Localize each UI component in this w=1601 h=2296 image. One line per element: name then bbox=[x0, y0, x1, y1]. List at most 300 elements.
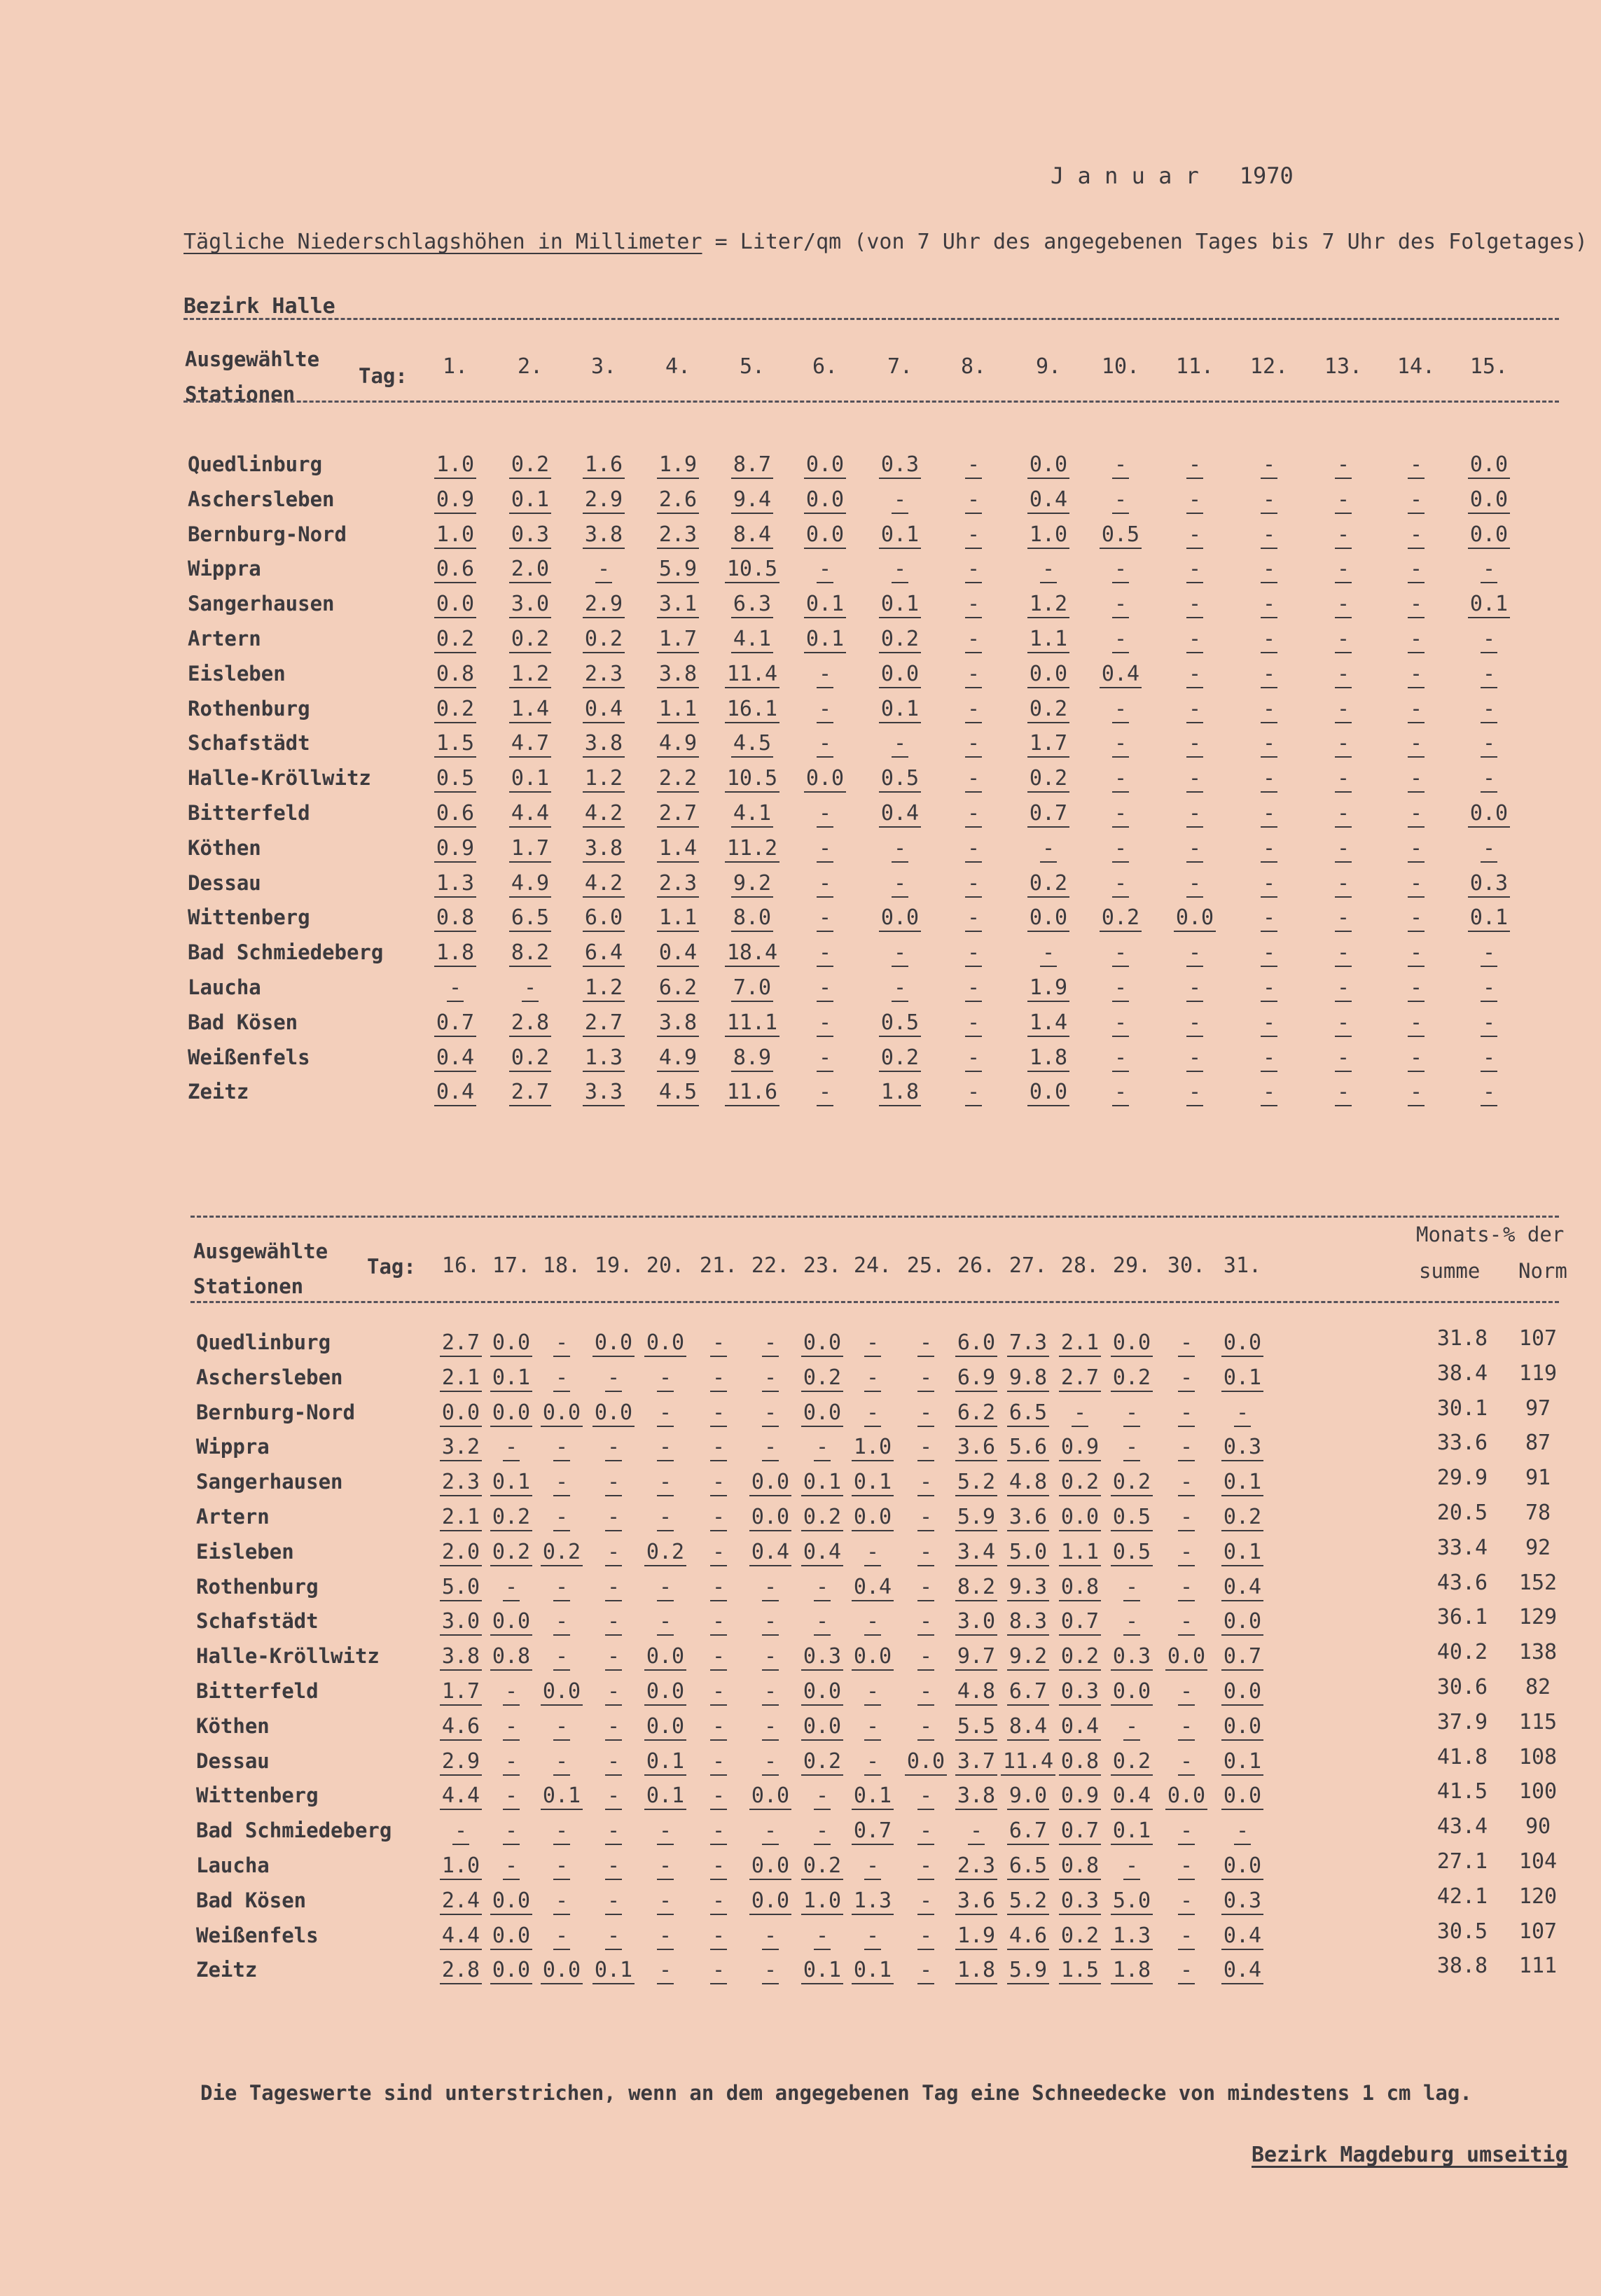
day-header: 6. bbox=[812, 354, 838, 379]
monthly-sum: 20.5 bbox=[1436, 1501, 1488, 1525]
cell-value: - bbox=[1112, 975, 1129, 1002]
cell-value: 6.2 bbox=[657, 975, 699, 1002]
cell-value: - bbox=[605, 1679, 622, 1706]
table-cell bbox=[570, 1010, 637, 1035]
cell-value: 0.9 bbox=[434, 487, 476, 514]
cell-value: - bbox=[605, 1749, 622, 1776]
cell-value: 0.0 bbox=[1059, 1505, 1101, 1531]
cell-value: - bbox=[553, 1888, 570, 1915]
table-cell bbox=[1235, 627, 1303, 651]
cell-value: - bbox=[710, 1470, 727, 1496]
cell-value: - bbox=[817, 662, 833, 688]
cell-value: 0.0 bbox=[852, 1644, 894, 1671]
cell-value: 8.7 bbox=[731, 452, 773, 479]
cell-value: 9.2 bbox=[1007, 1644, 1049, 1671]
cell-value: - bbox=[1112, 871, 1129, 898]
cell-value: - bbox=[1186, 522, 1203, 549]
table-cell bbox=[940, 766, 1007, 791]
table-cell bbox=[1015, 592, 1082, 616]
cell-value: 6.5 bbox=[509, 905, 551, 932]
cell-value: - bbox=[1335, 1080, 1352, 1106]
cell-value: - bbox=[1481, 731, 1497, 758]
table-cell bbox=[1015, 662, 1082, 686]
cell-value: - bbox=[817, 905, 833, 932]
cell-value: - bbox=[710, 1923, 727, 1950]
divider bbox=[183, 401, 1559, 403]
cell-value: 0.0 bbox=[644, 1714, 686, 1741]
cell-value: - bbox=[710, 1540, 727, 1566]
cell-value: 11.6 bbox=[725, 1080, 779, 1106]
table-cell bbox=[1455, 871, 1523, 896]
table-cell bbox=[1310, 940, 1377, 965]
percent-of-norm: 107 bbox=[1518, 1326, 1558, 1351]
cell-value: - bbox=[1186, 697, 1203, 723]
cell-value: 0.2 bbox=[879, 627, 921, 653]
cell-value: 0.0 bbox=[592, 1400, 635, 1427]
cell-value: - bbox=[1261, 766, 1277, 793]
cell-value: - bbox=[817, 975, 833, 1002]
cell-value: 0.0 bbox=[490, 1400, 532, 1427]
cell-value: - bbox=[1178, 1679, 1195, 1706]
cell-value: 0.1 bbox=[852, 1470, 894, 1496]
percent-of-norm: 90 bbox=[1525, 1814, 1551, 1839]
cell-value: 0.0 bbox=[1468, 801, 1510, 828]
cell-value: - bbox=[965, 766, 982, 793]
cell-value: - bbox=[1408, 452, 1425, 479]
cell-value: - bbox=[657, 1365, 674, 1392]
station-name: Bernburg-Nord bbox=[196, 1400, 355, 1424]
cell-value: - bbox=[1234, 1400, 1251, 1427]
cell-value: 4.9 bbox=[657, 1045, 699, 1072]
day-label: Tag: bbox=[367, 1255, 416, 1279]
cell-value: 1.3 bbox=[852, 1888, 894, 1915]
table-cell bbox=[866, 452, 934, 477]
day-header: 4. bbox=[665, 354, 691, 379]
cell-value: - bbox=[1112, 731, 1129, 758]
district-label: Bezirk Halle bbox=[183, 294, 335, 319]
table-cell bbox=[422, 592, 489, 616]
table-cell bbox=[422, 557, 489, 581]
cell-value: 0.0 bbox=[852, 1505, 894, 1531]
cell-value: 0.2 bbox=[434, 627, 476, 653]
table-cell bbox=[1161, 592, 1228, 616]
table-cell bbox=[791, 871, 859, 896]
cell-value: 0.0 bbox=[1221, 1783, 1263, 1810]
cell-value: 2.4 bbox=[440, 1888, 482, 1915]
table-cell bbox=[570, 871, 637, 896]
cell-value: 1.4 bbox=[657, 836, 699, 863]
cell-value: 3.2 bbox=[440, 1435, 482, 1461]
table-cell bbox=[940, 940, 1007, 965]
cell-value: - bbox=[762, 1958, 779, 1984]
cell-value: - bbox=[762, 1679, 779, 1706]
cell-value: - bbox=[1123, 1714, 1140, 1741]
table-cell bbox=[497, 592, 564, 616]
cell-value: - bbox=[1112, 836, 1129, 863]
cell-value: 0.0 bbox=[1221, 1609, 1263, 1636]
table-cell bbox=[940, 522, 1007, 547]
cell-value: - bbox=[710, 1818, 727, 1845]
cell-value: 5.9 bbox=[955, 1505, 997, 1531]
cell-value: - bbox=[1261, 627, 1277, 653]
monthly-sum: 33.4 bbox=[1436, 1535, 1488, 1560]
cell-value: - bbox=[762, 1575, 779, 1601]
cell-value: 0.4 bbox=[852, 1575, 894, 1601]
cell-value: - bbox=[1408, 627, 1425, 653]
table-cell bbox=[1235, 905, 1303, 930]
cell-value: - bbox=[1408, 801, 1425, 828]
table-cell bbox=[570, 452, 637, 477]
cell-value: - bbox=[1112, 1080, 1129, 1106]
table-cell bbox=[570, 940, 637, 965]
table-cell bbox=[1161, 1010, 1228, 1035]
station-name: Bitterfeld bbox=[188, 801, 310, 825]
cell-value: 3.0 bbox=[440, 1609, 482, 1636]
cell-value: - bbox=[1261, 871, 1277, 898]
cell-value: - bbox=[864, 1923, 881, 1950]
cell-value: 0.6 bbox=[434, 801, 476, 828]
cell-value: - bbox=[553, 1609, 570, 1636]
cell-value: 8.4 bbox=[731, 522, 773, 549]
cell-value: 3.6 bbox=[1007, 1505, 1049, 1531]
table-cell bbox=[1015, 801, 1082, 826]
cell-value: 4.8 bbox=[955, 1679, 997, 1706]
station-name: Sangerhausen bbox=[196, 1470, 343, 1494]
table-cell bbox=[866, 975, 934, 1000]
cell-value: 0.0 bbox=[749, 1505, 791, 1531]
cell-value: 3.8 bbox=[955, 1783, 997, 1810]
table-cell bbox=[1209, 1505, 1276, 1529]
cell-value: - bbox=[657, 1923, 674, 1950]
cell-value: 0.3 bbox=[879, 452, 921, 479]
table-cell bbox=[1209, 1853, 1276, 1878]
divider bbox=[190, 1301, 1559, 1303]
cell-value: - bbox=[710, 1888, 727, 1915]
table-cell bbox=[1455, 662, 1523, 686]
cell-value: - bbox=[553, 1505, 570, 1531]
table-cell bbox=[570, 662, 637, 686]
cell-value: - bbox=[1112, 452, 1129, 479]
cell-value: 0.1 bbox=[852, 1958, 894, 1984]
cell-value: 3.8 bbox=[583, 731, 625, 758]
cell-value: - bbox=[762, 1749, 779, 1776]
table-cell bbox=[1015, 627, 1082, 651]
table-cell bbox=[1209, 1714, 1276, 1739]
cell-value: 0.0 bbox=[749, 1888, 791, 1915]
cell-value: - bbox=[864, 1330, 881, 1357]
cell-value: 0.8 bbox=[490, 1644, 532, 1671]
table-cell bbox=[1235, 452, 1303, 477]
table-cell bbox=[422, 836, 489, 861]
table-cell bbox=[940, 801, 1007, 826]
table-cell bbox=[791, 766, 859, 791]
cell-value: - bbox=[965, 1045, 982, 1072]
cell-value: - bbox=[1335, 801, 1352, 828]
cell-value: 0.1 bbox=[879, 522, 921, 549]
cell-value: - bbox=[965, 557, 982, 583]
cell-value: - bbox=[1481, 697, 1497, 723]
cell-value: 0.1 bbox=[1221, 1470, 1263, 1496]
table-cell bbox=[1015, 452, 1082, 477]
cell-value: 4.5 bbox=[731, 731, 773, 758]
station-name: Rothenburg bbox=[188, 696, 310, 721]
table-cell bbox=[1382, 522, 1450, 547]
table-cell bbox=[1161, 697, 1228, 721]
cell-value: 0.5 bbox=[1111, 1540, 1153, 1566]
station-name: Schafstädt bbox=[196, 1609, 319, 1634]
cell-value: 0.0 bbox=[644, 1679, 686, 1706]
station-name: Bad Kösen bbox=[196, 1888, 307, 1912]
station-name: Schafstädt bbox=[188, 731, 310, 756]
cell-value: 1.4 bbox=[1027, 1010, 1069, 1037]
table-cell bbox=[1015, 975, 1082, 1000]
cell-value: - bbox=[1178, 1470, 1195, 1496]
percent-of-norm: 129 bbox=[1518, 1605, 1558, 1630]
cell-value: - bbox=[1112, 557, 1129, 583]
cell-value: 0.6 bbox=[434, 557, 476, 583]
cell-value: 1.3 bbox=[434, 871, 476, 898]
cell-value: 0.0 bbox=[801, 1679, 843, 1706]
cell-value: 1.9 bbox=[657, 452, 699, 479]
cell-value: - bbox=[1178, 1575, 1195, 1601]
cell-value: 2.7 bbox=[583, 1010, 625, 1037]
cell-value: - bbox=[864, 1609, 881, 1636]
station-name: Eisleben bbox=[188, 661, 286, 686]
table-cell bbox=[1161, 940, 1228, 965]
day-header: 11. bbox=[1175, 354, 1214, 379]
table-cell bbox=[1382, 940, 1450, 965]
table-cell bbox=[1161, 557, 1228, 581]
cell-value: 4.8 bbox=[1007, 1470, 1049, 1496]
stations-header-1: Ausgewählte bbox=[193, 1239, 328, 1263]
cell-value: - bbox=[1335, 731, 1352, 758]
table-cell bbox=[1015, 1045, 1082, 1070]
cell-value: - bbox=[917, 1923, 934, 1950]
table-cell bbox=[497, 697, 564, 721]
table-cell bbox=[644, 557, 712, 581]
cell-value: - bbox=[503, 1435, 520, 1461]
cell-value: - bbox=[917, 1853, 934, 1880]
cell-value: 0.3 bbox=[801, 1644, 843, 1671]
cell-value: - bbox=[817, 801, 833, 828]
table-cell bbox=[570, 731, 637, 756]
cell-value: 0.8 bbox=[1059, 1749, 1101, 1776]
table-cell bbox=[570, 836, 637, 861]
table-cell bbox=[791, 836, 859, 861]
table-cell bbox=[570, 627, 637, 651]
cell-value: - bbox=[892, 557, 908, 583]
cell-value: 1.7 bbox=[657, 627, 699, 653]
cell-value: 1.7 bbox=[1027, 731, 1069, 758]
cell-value: 0.0 bbox=[490, 1330, 532, 1357]
cell-value: 8.3 bbox=[1007, 1609, 1049, 1636]
cell-value: 0.7 bbox=[1059, 1818, 1101, 1845]
cell-value: - bbox=[657, 1609, 674, 1636]
cell-value: - bbox=[917, 1540, 934, 1566]
cell-value: 0.2 bbox=[1111, 1470, 1153, 1496]
cell-value: - bbox=[1186, 662, 1203, 688]
cell-value: - bbox=[522, 975, 539, 1002]
cell-value: 0.0 bbox=[440, 1400, 482, 1427]
table-cell bbox=[422, 905, 489, 930]
cell-value: - bbox=[657, 1505, 674, 1531]
cell-value: 0.0 bbox=[879, 662, 921, 688]
day-header: 9. bbox=[1035, 354, 1062, 379]
table-cell bbox=[422, 731, 489, 756]
cell-value: 0.0 bbox=[490, 1958, 532, 1984]
cell-value: - bbox=[965, 905, 982, 932]
cell-value: 5.0 bbox=[1111, 1888, 1153, 1915]
cell-value: - bbox=[1186, 940, 1203, 967]
station-name: Aschersleben bbox=[196, 1365, 343, 1389]
cell-value: - bbox=[605, 1888, 622, 1915]
percent-of-norm: 120 bbox=[1518, 1884, 1558, 1909]
cell-value: 0.1 bbox=[541, 1783, 583, 1810]
table-cell bbox=[1015, 871, 1082, 896]
cell-value: 2.3 bbox=[440, 1470, 482, 1496]
table-title bbox=[183, 230, 1588, 254]
cell-value: 0.2 bbox=[434, 697, 476, 723]
day-header: 31. bbox=[1223, 1253, 1262, 1278]
cell-value: 6.9 bbox=[955, 1365, 997, 1392]
table-cell bbox=[940, 697, 1007, 721]
cell-value: - bbox=[1178, 1400, 1195, 1427]
cell-value: - bbox=[605, 1923, 622, 1950]
table-cell bbox=[791, 940, 859, 965]
cell-value: - bbox=[710, 1853, 727, 1880]
cell-value: 1.4 bbox=[509, 697, 551, 723]
cell-value: - bbox=[605, 1853, 622, 1880]
cell-value: 0.8 bbox=[434, 905, 476, 932]
cell-value: 0.2 bbox=[583, 627, 625, 653]
table-cell bbox=[1209, 1400, 1276, 1425]
cell-value: - bbox=[817, 1080, 833, 1106]
station-name: Zeitz bbox=[188, 1080, 249, 1104]
cell-value: - bbox=[892, 836, 908, 863]
table-cell bbox=[1455, 940, 1523, 965]
cell-value: - bbox=[1123, 1609, 1140, 1636]
table-cell bbox=[940, 871, 1007, 896]
table-cell bbox=[1382, 662, 1450, 686]
cell-value: 0.1 bbox=[509, 487, 551, 514]
table-cell bbox=[719, 522, 786, 547]
cell-value: - bbox=[657, 1470, 674, 1496]
cell-value: 3.8 bbox=[583, 836, 625, 863]
cell-value: - bbox=[1112, 592, 1129, 618]
table-cell bbox=[1455, 975, 1523, 1000]
cell-value: - bbox=[553, 1853, 570, 1880]
percent-of-norm: 107 bbox=[1518, 1919, 1558, 1944]
cell-value: - bbox=[814, 1575, 831, 1601]
cell-value: 2.8 bbox=[509, 1010, 551, 1037]
cell-value: 2.7 bbox=[1059, 1365, 1101, 1392]
table-cell bbox=[1087, 731, 1154, 756]
cell-value: - bbox=[1408, 975, 1425, 1002]
cell-value: - bbox=[503, 1749, 520, 1776]
cell-value: 0.1 bbox=[592, 1958, 635, 1984]
table-cell bbox=[791, 592, 859, 616]
day-header: 23. bbox=[803, 1253, 842, 1278]
table-cell bbox=[1235, 1010, 1303, 1035]
cell-value: 0.0 bbox=[749, 1853, 791, 1880]
cell-value: 0.2 bbox=[801, 1365, 843, 1392]
cell-value: 2.3 bbox=[657, 522, 699, 549]
cell-value: - bbox=[710, 1783, 727, 1810]
cell-value: - bbox=[710, 1435, 727, 1461]
table-cell bbox=[1455, 1045, 1523, 1070]
cell-value: 3.1 bbox=[657, 592, 699, 618]
cell-value: - bbox=[762, 1365, 779, 1392]
day-header: 5. bbox=[739, 354, 765, 379]
cell-value: 0.0 bbox=[644, 1330, 686, 1357]
cell-value: - bbox=[1335, 557, 1352, 583]
cell-value: - bbox=[1408, 1010, 1425, 1037]
cell-value: 5.2 bbox=[955, 1470, 997, 1496]
day-header: 15. bbox=[1469, 354, 1509, 379]
day-header: 7. bbox=[887, 354, 913, 379]
day-header: 24. bbox=[853, 1253, 892, 1278]
cell-value: 0.0 bbox=[1111, 1679, 1153, 1706]
table-cell bbox=[791, 975, 859, 1000]
cell-value: - bbox=[1112, 697, 1129, 723]
cell-value: - bbox=[965, 592, 982, 618]
cell-value: 7.0 bbox=[731, 975, 773, 1002]
table-cell bbox=[570, 766, 637, 791]
cell-value: - bbox=[605, 1609, 622, 1636]
cell-value: - bbox=[1261, 487, 1277, 514]
table-cell bbox=[866, 697, 934, 721]
table-cell bbox=[940, 975, 1007, 1000]
day-header: 8. bbox=[960, 354, 987, 379]
table-cell bbox=[1015, 697, 1082, 721]
cell-value: - bbox=[553, 1330, 570, 1357]
cell-value: 2.1 bbox=[1059, 1330, 1101, 1357]
cell-value: - bbox=[762, 1644, 779, 1671]
table-cell bbox=[1209, 1330, 1276, 1355]
table-cell bbox=[570, 522, 637, 547]
cell-value: 11.4 bbox=[1001, 1749, 1055, 1776]
cell-value: - bbox=[657, 1958, 674, 1984]
day-header: 30. bbox=[1167, 1253, 1206, 1278]
station-name: Quedlinburg bbox=[196, 1330, 331, 1354]
cell-value: 0.1 bbox=[801, 1470, 843, 1496]
monthly-sum: 30.5 bbox=[1436, 1919, 1488, 1944]
table-cell bbox=[1087, 871, 1154, 896]
table-cell bbox=[1235, 522, 1303, 547]
table-cell bbox=[422, 627, 489, 651]
cell-value: 0.0 bbox=[1174, 905, 1216, 932]
cell-value: - bbox=[1335, 592, 1352, 618]
cell-value: 1.3 bbox=[583, 1045, 625, 1072]
table-cell bbox=[719, 940, 786, 965]
monthly-sum: 30.1 bbox=[1436, 1396, 1488, 1421]
day-header: 29. bbox=[1112, 1253, 1151, 1278]
cell-value: 0.2 bbox=[1100, 905, 1142, 932]
cell-value: 0.4 bbox=[657, 940, 699, 967]
cell-value: - bbox=[553, 1714, 570, 1741]
cell-value: 1.2 bbox=[583, 766, 625, 793]
monthly-sum: 41.8 bbox=[1436, 1744, 1488, 1769]
cell-value: - bbox=[817, 557, 833, 583]
cell-value: - bbox=[917, 1435, 934, 1461]
cell-value: 0.8 bbox=[1059, 1575, 1101, 1601]
table-cell bbox=[719, 766, 786, 791]
cell-value: - bbox=[1408, 766, 1425, 793]
table-cell bbox=[791, 662, 859, 686]
cell-value: - bbox=[1261, 1045, 1277, 1072]
table-cell bbox=[940, 452, 1007, 477]
cell-value: 0.3 bbox=[1221, 1435, 1263, 1461]
